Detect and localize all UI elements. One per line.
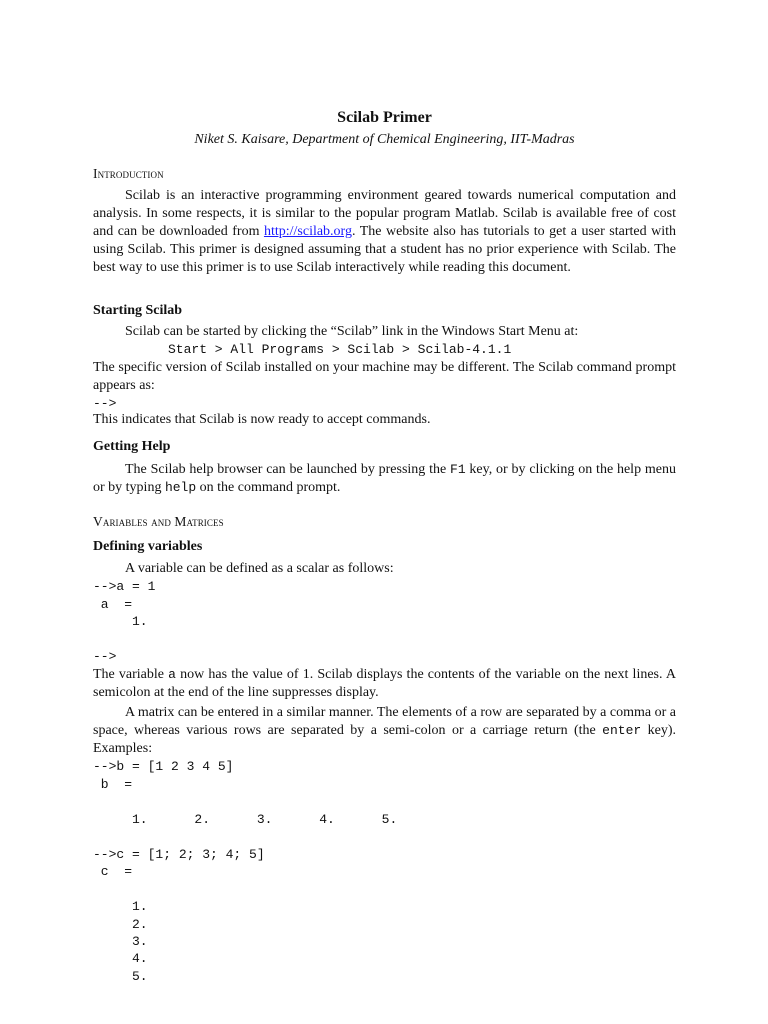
code-c-value: 2. bbox=[93, 917, 148, 932]
intro-text-before-link: Scilab is an interactive programming environment geared towards numerical computation and analysis. In some respects, it is similar to the popular program Matlab. Scilab is available free of cost and can be downloaded from bbox=[93, 188, 676, 239]
help-command: help bbox=[164, 480, 197, 495]
subheading-defining-variables: Defining variables bbox=[93, 539, 203, 554]
variable-intro-line: A variable can be defined as a scalar as follows: bbox=[125, 561, 394, 576]
code-prompt-2: --> bbox=[93, 649, 117, 664]
intro-text-after-link: . The website also has tutorials to get a user started with using Scilab. This primer is designed assuming that a student has no prior experience with Scilab. The best way to use this primer is to use Scilab interactively while reading this document. bbox=[93, 224, 676, 275]
code-a-input: -->a = 1 bbox=[93, 579, 156, 594]
author-line: Niket S. Kaisare, Department of Chemical Engineering, IIT-Madras bbox=[194, 132, 575, 147]
var-a-name: a bbox=[168, 667, 176, 682]
section-heading-variables: Variables and Matrices bbox=[93, 514, 224, 529]
variable-a-paragraph bbox=[93, 666, 676, 702]
ready-line: This indicates that Scilab is now ready to accept commands. bbox=[93, 412, 431, 427]
code-c-output-name: c = bbox=[93, 864, 133, 879]
code-c-input: -->c = [1; 2; 3; 4; 5] bbox=[93, 847, 265, 862]
version-paragraph: The specific version of Scilab installed on your machine may be different. The Scilab command prompt appears as: bbox=[93, 360, 676, 393]
section-heading-introduction: Introduction bbox=[93, 166, 164, 181]
help-paragraph bbox=[93, 461, 676, 497]
help-text-1: The Scilab help browser can be launched by pressing the bbox=[125, 462, 451, 477]
code-a-output-value: 1. bbox=[93, 614, 148, 629]
var-text-1: The variable bbox=[93, 667, 169, 682]
code-b-output-name: b = bbox=[93, 777, 133, 792]
code-c-value: 3. bbox=[93, 934, 148, 949]
matrix-text-2: key). Examples: bbox=[93, 723, 676, 756]
scilab-link[interactable]: http://scilab.org bbox=[263, 224, 352, 239]
introduction-paragraph bbox=[93, 187, 676, 277]
subheading-starting-scilab: Starting Scilab bbox=[93, 303, 183, 318]
code-c-value: 5. bbox=[93, 969, 148, 984]
document-title: Scilab Primer bbox=[337, 109, 432, 126]
code-b-output-values: 1. 2. 3. 4. 5. bbox=[93, 812, 398, 827]
starting-line: Scilab can be started by clicking the “Scilab” link in the Windows Start Menu at: bbox=[125, 324, 579, 339]
subheading-getting-help: Getting Help bbox=[93, 439, 171, 454]
help-text-3: on the command prompt. bbox=[196, 480, 341, 495]
var-text-2: now has the value of 1. Scilab displays the contents of the variable on the next lines. A semicolon at the end of the line suppresses display. bbox=[93, 667, 676, 700]
code-b-input: -->b = [1 2 3 4 5] bbox=[93, 759, 234, 774]
code-c-value: 4. bbox=[93, 951, 148, 966]
enter-key: enter bbox=[602, 723, 642, 738]
code-c-value: 1. bbox=[93, 899, 148, 914]
command-prompt: --> bbox=[93, 396, 117, 411]
start-menu-path: Start > All Programs > Scilab > Scilab-4.1.1 bbox=[168, 342, 512, 357]
f1-key: F1 bbox=[450, 462, 466, 477]
matrix-paragraph bbox=[93, 704, 676, 758]
help-text-2: key, or by clicking on the help menu or by typing bbox=[93, 462, 676, 495]
code-a-output-name: a = bbox=[93, 597, 133, 612]
matrix-text-1: A matrix can be entered in a similar manner. The elements of a row are separated by a comma or a space, whereas various rows are separated by a semi-colon or a carriage return (the bbox=[93, 705, 676, 738]
